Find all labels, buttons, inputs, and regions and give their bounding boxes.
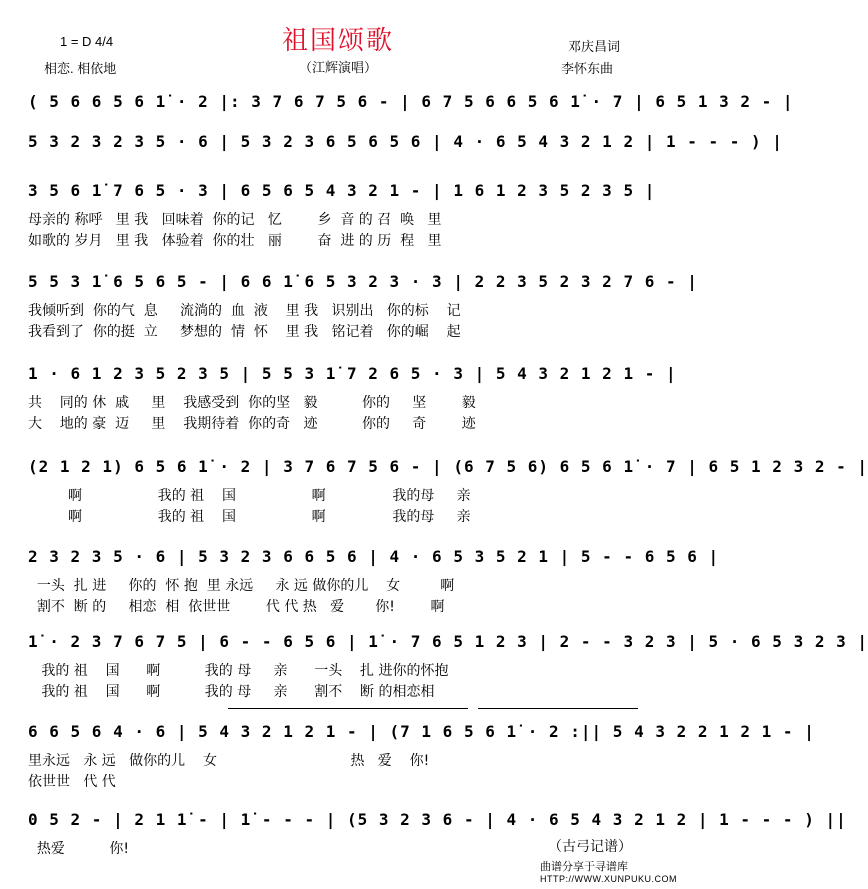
watermark-url: HTTP://WWW.XUNPUKU.COM bbox=[540, 874, 677, 884]
lyricist-credit: 邓庆昌词 bbox=[568, 39, 621, 54]
lyric-verse-1: 热爱 你! bbox=[28, 841, 130, 857]
lyric-verse-1: 我倾听到 你的气 息 流淌的 血 液 里 我 识别出 你的标 记 bbox=[28, 303, 461, 319]
singer-credit: （江辉演唱） bbox=[298, 60, 377, 75]
lyric-verse-1: 里永远 永 远 做你的儿 女 热 爱 你! bbox=[28, 753, 430, 769]
notation: 1 · 6 1 2 3 5 2 3 5 | 5 5 3 1̇ 7 2 6 5 · 3 | 5 4 3 2 1 2 1 - | bbox=[28, 364, 677, 383]
lyric-verse-2: 大 地的 豪 迈 里 我期待着 你的奇 迹 你的 奇 迹 bbox=[28, 416, 476, 432]
lyric-verse-1: 一头 扎 进 你的 怀 抱 里 永远 永 远 做你的儿 女 啊 bbox=[28, 578, 455, 594]
lyric-verse-1: 啊 我的 祖 国 啊 我的母 亲 bbox=[28, 488, 471, 504]
lyric-verse-2: 依世世 代 代 bbox=[28, 774, 116, 790]
notation: 5 3 2 3 2 3 5 · 6 | 5 3 2 3 6 5 6 5 6 | 4 · 6 5 4 3 2 1 2 | 1 - - - ) | bbox=[28, 132, 783, 151]
notation: 5 5 3 1̇ 6 5 6 5 - | 6 6 1̇ 6 5 3 2 3 · 3 | 2 2 3 5 2 3 2 7 6 - | bbox=[28, 272, 698, 291]
volta-1-bracket bbox=[228, 708, 468, 709]
notation: (2 1 2 1) 6 5 6 1̇ · 2 | 3 7 6 7 5 6 - | (6 7 5 6) 6 5 6 1̇ · 7 | 6 5 1 2 3 2 - | bbox=[28, 457, 868, 476]
lyric-verse-2: 如歌的 岁月 里 我 体验着 你的壮 丽 奋 进 的 历 程 里 bbox=[28, 233, 442, 249]
notation: 2 3 2 3 5 · 6 | 5 3 2 3 6 6 5 6 | 4 · 6 5 3 5 2 1 | 5 - - 6 5 6 | bbox=[28, 547, 720, 566]
lyric-verse-2: 割不 断 的 相恋 相 依世世 代 代 热 爱 你! 啊 bbox=[28, 599, 445, 615]
lyric-verse-1: 母亲的 称呼 里 我 回味着 你的记 忆 乡 音 的 召 唤 里 bbox=[28, 212, 442, 228]
page-title: 祖国颂歌 bbox=[281, 26, 394, 56]
lyric-verse-1: 共 同的 休 戚 里 我感受到 你的坚 毅 你的 坚 毅 bbox=[28, 395, 476, 411]
notation: 1̇ · 2 3 7 6 7 5 | 6 - - 6 5 6 | 1̇ · 7 6 5 1 2 3 | 2 - - 3 2 3 | 5 · 6 5 3 2 3 | bbox=[28, 632, 868, 651]
transcriber-credit: （古弓记谱） bbox=[548, 838, 632, 854]
performance-mood: 相恋. 相依地 bbox=[44, 61, 117, 76]
volta-2-bracket bbox=[478, 708, 638, 709]
lyric-verse-2: 啊 我的 祖 国 啊 我的母 亲 bbox=[28, 509, 471, 525]
notation: ( 5 6 6 5 6 1̇ · 2 |: 3 7 6 7 5 6 - | 6 7 5 6 6 5 6 1̇ · 7 | 6 5 1 3 2 - | bbox=[28, 92, 794, 111]
notation: 0 5 2 - | 2 1 1̇ - | 1̇ - - - | (5 3 2 3 6 - | 4 · 6 5 4 3 2 1 2 | 1 - - - ) || bbox=[28, 810, 847, 829]
key-signature: 1 = D 4/4 bbox=[60, 34, 114, 49]
lyric-verse-1: 我的 祖 国 啊 我的 母 亲 一头 扎 进你的怀抱 bbox=[28, 663, 449, 679]
lyric-verse-2: 我看到了 你的挺 立 梦想的 情 怀 里 我 铭记着 你的崛 起 bbox=[28, 324, 461, 340]
notation: 3 5 6 1̇ 7 6 5 · 3 | 6 5 6 5 4 3 2 1 - | 1 6 1 2 3 5 2 3 5 | bbox=[28, 181, 656, 200]
notation: 6 6 5 6 4 · 6 | 5 4 3 2 1 2 1 - | (7 1 6 5 6 1̇ · 2 :|| 5 4 3 2 2 1 2 1 - | bbox=[28, 722, 815, 741]
composer-credit: 李怀东曲 bbox=[561, 61, 614, 76]
watermark-text: 曲谱分享于寻谱库 bbox=[540, 861, 628, 873]
site-watermark bbox=[540, 858, 677, 884]
lyric-verse-2: 我的 祖 国 啊 我的 母 亲 割不 断 的相恋相 bbox=[28, 684, 435, 700]
